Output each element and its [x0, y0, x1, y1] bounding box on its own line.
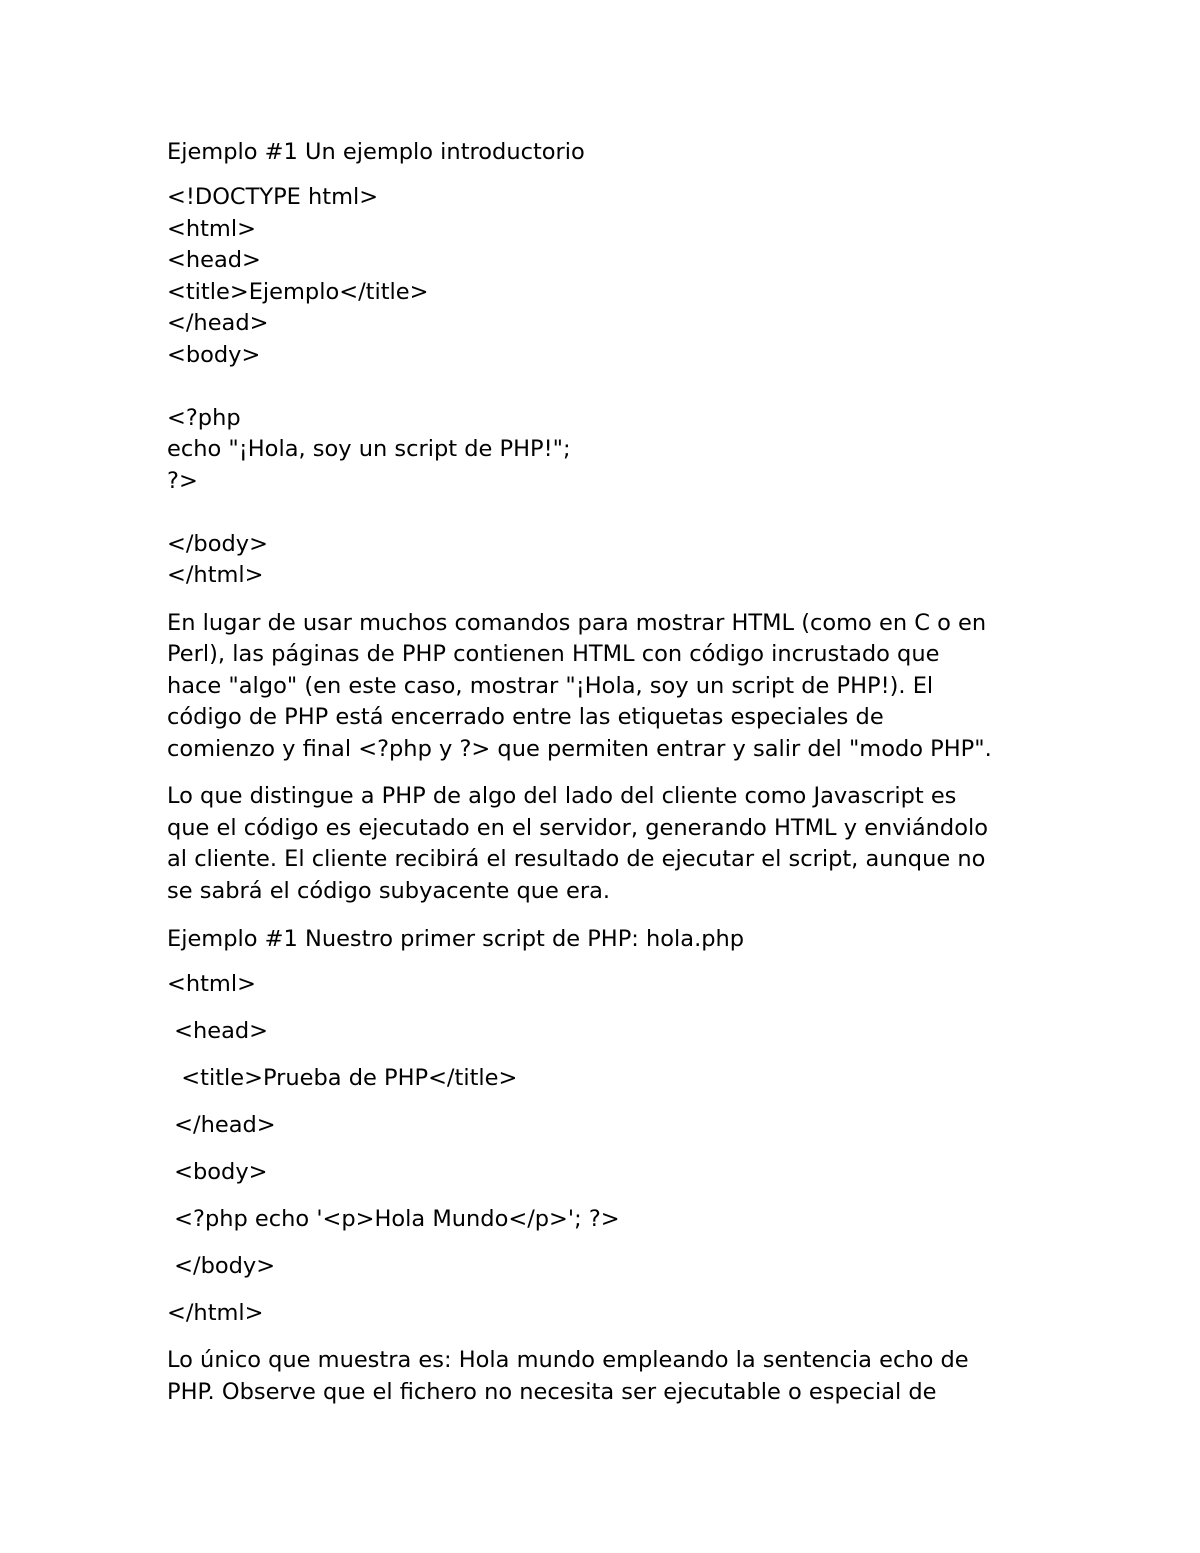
code-line: </head> — [167, 1112, 276, 1138]
paragraph-line: PHP. Observe que el fichero no necesita ser ejecutable o especial de — [167, 1378, 937, 1405]
paragraph-line: código de PHP está encerrado entre las etiquetas especiales de — [167, 704, 884, 730]
code-line: <body> — [167, 1159, 268, 1185]
code-line: <!DOCTYPE html> — [167, 184, 379, 210]
code-line: <title>Prueba de PHP</title> — [167, 1065, 518, 1091]
paragraph-php-html — [167, 608, 1047, 766]
paragraph-server-side — [167, 781, 1047, 907]
paragraph-line: hace "algo" (en este caso, mostrar "¡Hola, soy un script de PHP!). El — [167, 672, 934, 699]
code-line: <head> — [167, 1018, 269, 1044]
code-line: <?php — [167, 404, 241, 431]
code-line: ?> — [167, 467, 198, 494]
paragraph-line: que el código es ejecutado en el servidor, generando HTML y enviándolo — [167, 814, 988, 841]
code-blank-line — [167, 371, 1047, 403]
code-line: <title>Ejemplo</title> — [167, 278, 429, 305]
example-1-code-block — [167, 182, 1047, 592]
code-line: </html> — [167, 562, 264, 588]
code-line: <html> — [167, 971, 256, 997]
paragraph-output — [167, 1345, 1047, 1408]
code-line: <head> — [167, 247, 261, 273]
paragraph-line: comienzo y final <?php y ?> que permiten entrar y salir del "modo PHP". — [167, 735, 992, 762]
example-2-code-block — [167, 969, 1047, 1330]
paragraph-line: En lugar de usar muchos comandos para mostrar HTML (como en C o en — [167, 609, 987, 636]
code-line: <html> — [167, 215, 256, 242]
example-1-heading: Ejemplo #1 Un ejemplo introductorio — [167, 139, 585, 165]
code-line: </body> — [167, 1253, 276, 1279]
code-line: <?php echo '<p>Hola Mundo</p>'; ?> — [167, 1206, 620, 1232]
paragraph-line: Lo que distingue a PHP de algo del lado del cliente como Javascript es — [167, 783, 957, 809]
code-blank-line — [167, 497, 1047, 529]
code-line: </head> — [167, 310, 269, 336]
paragraph-line: se sabrá el código subyacente que era. — [167, 877, 611, 904]
code-line: </body> — [167, 530, 268, 557]
code-line: echo "¡Hola, soy un script de PHP!"; — [167, 436, 571, 462]
example-2-heading: Ejemplo #1 Nuestro primer script de PHP: hola.php — [167, 926, 745, 952]
code-line: <body> — [167, 341, 261, 368]
paragraph-line: Perl), las páginas de PHP contienen HTML con código incrustado que — [167, 641, 940, 667]
paragraph-line: al cliente. El cliente recibirá el resultado de ejecutar el script, aunque no — [167, 846, 986, 872]
document-page — [167, 136, 1047, 1408]
code-line: </html> — [167, 1300, 264, 1326]
paragraph-line: Lo único que muestra es: Hola mundo empleando la sentencia echo de — [167, 1347, 969, 1373]
